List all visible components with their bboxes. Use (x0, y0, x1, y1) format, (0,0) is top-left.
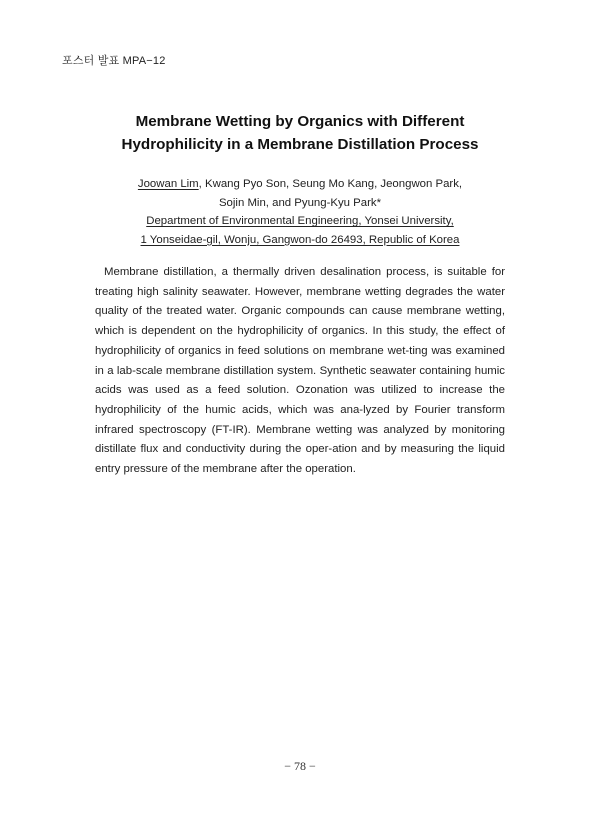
co-authors-1: , Kwang Pyo Son, Seung Mo Kang, Jeongwon Park, (198, 178, 463, 190)
page-number: − 78 − (284, 759, 316, 773)
affiliation-line-2: 1 Yonseidae-gil, Wonju, Gangwon-do 26493, Republic of Korea (140, 233, 460, 246)
title-line-2: Hydrophilicity in a Membrane Distillation Process (121, 136, 479, 153)
author-line-2: Sojin Min, and Pyung-Kyu Park* (218, 196, 382, 209)
author-line-1 (60, 175, 540, 194)
abstract-paragraph: Membrane distillation, a thermally driven desalination process, is suitable for treating high salinity seawater. However, membrane wetting degrades the water quality of the treated water. Organic compounds can cause membrane wetting, which is dependent on the hydrophilicity of organics. In this study, the effect of hydrophilicity of organics in feed solutions on membrane wet-ting was examined in a lab-scale membrane distillation system. Synthetic seawater containing humic acids was used as a feed solution. Ozonation was utilized to increase the hydrophilicity of the humic acids, which was ana-lyzed by Fourier transform infrared spectroscopy (FT-IR). Membrane wetting was analyzed by monitoring distillate flux and conductivity during the oper-ation and by measuring the liquid entry pressure of the membrane after the operation. (95, 266, 505, 476)
session-header: 포스터 발표 MPA−12 (62, 55, 166, 67)
affiliation-line-1: Department of Environmental Engineering, Yonsei University, (146, 215, 454, 227)
paper-title (60, 110, 540, 156)
title-line-1: Membrane Wetting by Organics with Different (135, 113, 465, 130)
first-author: Joowan Lim (137, 178, 199, 190)
author-block (60, 175, 540, 249)
